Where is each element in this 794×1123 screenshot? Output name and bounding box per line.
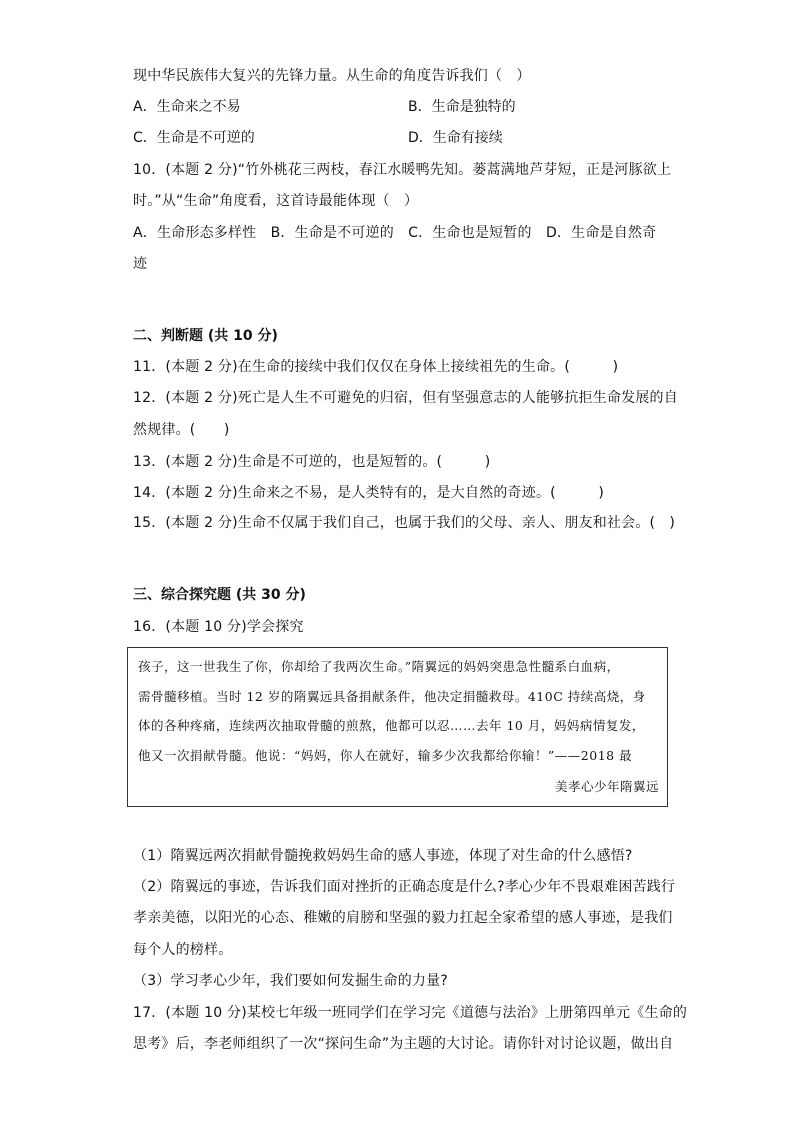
q10-options-wrap: 迹 xyxy=(133,256,148,272)
material-line: 体的各种疼痛，连续两次抽取骨髓的煎熬，他都可以忍……去年 10 月，妈妈病情复发， xyxy=(138,718,645,733)
q17-line-1: 17．(本题 10 分)某校七年级一班同学们在学习完《道德与法治》上册第四单元《生命的 xyxy=(133,1005,688,1021)
section-3-title: 三、综合探究题 (共 30 分) xyxy=(133,587,306,603)
section-2-title: 二、判断题 (共 10 分) xyxy=(133,328,278,344)
q12-line-2: 然规律。( ) xyxy=(133,422,230,438)
material-box xyxy=(127,647,668,807)
q9-option-c: C．生命是不可逆的 xyxy=(133,130,255,146)
q10-line-1: 10．(本题 2 分)“竹外桃花三两枝，春江水暖鸭先知。蒌蒿满地芦芽短，正是河豚欲上 xyxy=(133,162,672,178)
q14: 14．(本题 2 分)生命来之不易，是人类特有的，是大自然的奇迹。( ) xyxy=(133,485,605,501)
material-line: 他又一次捐献骨髓。他说：“妈妈，你人在就好，输多少次我都给你输！”——2018 最 xyxy=(138,748,633,763)
q12-line-1: 12．(本题 2 分)死亡是人生不可避免的归宿，但有坚强意志的人能够抗拒生命发展的自 xyxy=(133,390,678,406)
q16-sub-2-line-1: （2）隋翼远的事迹，告诉我们面对挫折的正确态度是什么?孝心少年不畏艰难困苦践行 xyxy=(133,879,676,895)
q9-option-a: A．生命来之不易 xyxy=(133,99,241,115)
q16-sub-2-line-3: 每个人的榜样。 xyxy=(133,942,233,958)
q9-option-b: B．生命是独特的 xyxy=(408,99,516,115)
q16-sub-1: （1）隋翼远两次捐献骨髓挽救妈妈生命的感人事迹，体现了对生命的什么感悟? xyxy=(133,848,633,864)
q15: 15．(本题 2 分)生命不仅属于我们自己，也属于我们的父母、亲人、朋友和社会。( ) xyxy=(133,515,676,531)
q17-line-2: 思考》后，李老师组织了一次“探问生命”为主题的大讨论。请你针对讨论议题，做出自 xyxy=(133,1036,674,1052)
q16-sub-3: （3）学习孝心少年，我们要如何发掘生命的力量? xyxy=(133,973,448,989)
q16-header: 16．(本题 10 分)学会探究 xyxy=(133,619,304,635)
q10-options: A．生命形态多样性 B．生命是不可逆的 C．生命也是短暂的 D．生命是自然奇 xyxy=(133,225,657,241)
material-line: 美孝心少年隋翼远 xyxy=(554,779,659,794)
q9-option-d: D．生命有接续 xyxy=(408,130,503,146)
q16-sub-2-line-2: 孝亲美德，以阳光的心态、稚嫩的肩膀和坚强的毅力扛起全家希望的感人事迹，是我们 xyxy=(133,910,673,926)
q9-stem: 现中华民族伟大复兴的先锋力量。从生命的角度告诉我们（ ） xyxy=(133,68,531,84)
q10-line-2: 时。”从“生命”角度看，这首诗最能体现（ ） xyxy=(133,193,419,209)
q11: 11．(本题 2 分)在生命的接续中我们仅仅在身体上接续祖先的生命。( ) xyxy=(133,359,619,375)
material-line: 需骨髓移植。当时 12 岁的隋翼远具备捐献条件，他决定捐髓救母。410C 持续高烧，身 xyxy=(138,689,646,704)
q13: 13．(本题 2 分)生命是不可逆的，也是短暂的。( ) xyxy=(133,454,491,470)
material-line: 孩子，这一世我生了你，你却给了我两次生命。”隋翼远的妈妈突患急性髓系白血病， xyxy=(138,659,620,674)
